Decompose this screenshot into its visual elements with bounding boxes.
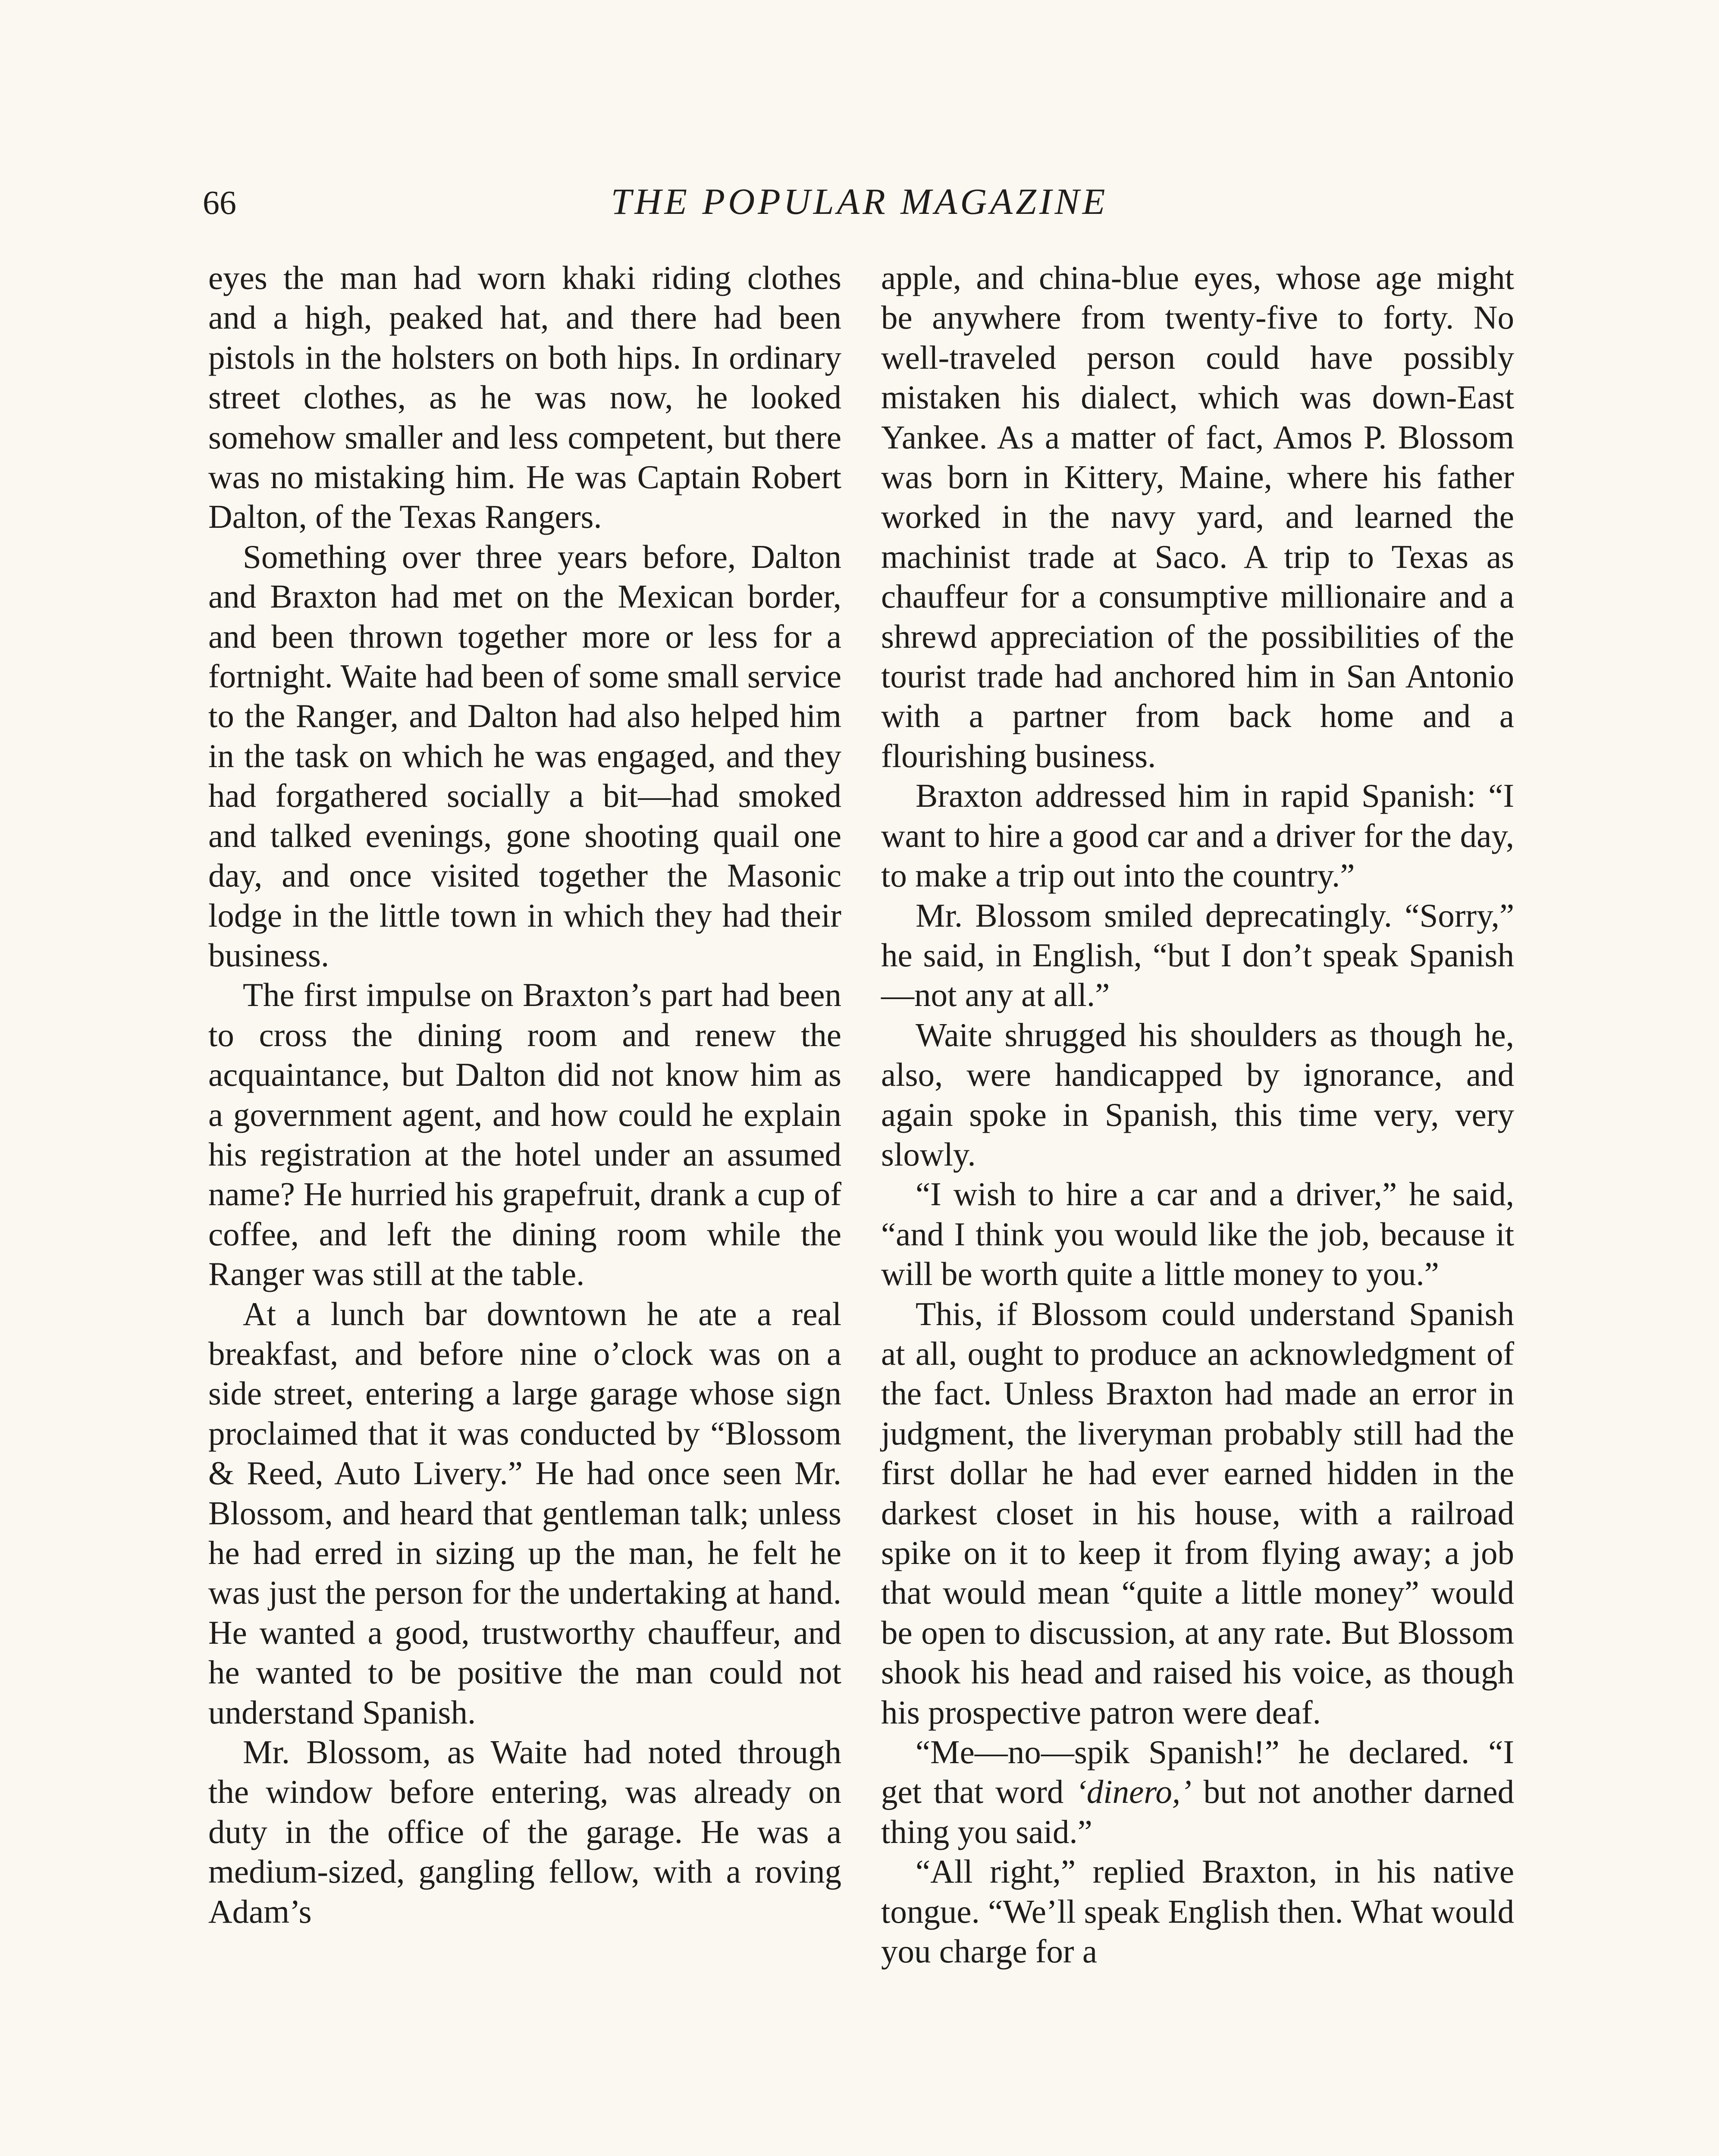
page-header	[0, 0, 1719, 241]
paragraph: “I wish to hire a car and a driver,” he said, “and I think you would like the job, because it will be worth quite a little money to you.”	[881, 1175, 1514, 1293]
paragraph: This, if Blossom could understand Spanish at all, ought to produce an acknowledgment of the fact. Unless Braxton had made an error in judgment, the liveryman probably still had the first dollar he had ever earned hidden in the darkest closet in his house, with a railroad spike on it to keep it from flying away; a job that would mean “quite a little money” would be open to discussion, at any rate. But Blossom shook his head and raised his voice, as though his prospective patron were deaf.	[881, 1295, 1514, 1731]
paragraph: Braxton addressed him in rapid Spanish: “I want to hire a good car and a driver for the day, to make a trip out into the country.”	[881, 777, 1514, 894]
running-head: THE POPULAR MAGAZINE	[611, 181, 1108, 222]
paragraph: Mr. Blossom, as Waite had noted through the window before entering, was already on duty in the office of the garage. He was a medium-sized, gangling fellow, with a roving Adam’s	[208, 1733, 841, 1930]
right-column	[881, 258, 1514, 1971]
paragraph-text: but not another darned thing you said.”	[881, 1773, 1515, 1850]
paragraph: The first impulse on Braxton’s part had been to cross the dining room and renew the acquaintance, but Dalton did not know him as a government agent, and how could he explain his registration at the hotel under an assumed name? He hurried his grapefruit, drank a cup of coffee, and left the dining room while the Ranger was still at the table.	[208, 976, 841, 1293]
left-column	[208, 258, 841, 1931]
paragraph-text: “Me—no—spik Spanish!” he declared. “I get that word	[881, 1733, 1514, 1811]
paragraph: At a lunch bar downtown he ate a real breakfast, and before nine o’clock was on a side street, entering a large garage whose sign proclaimed that it was conducted by “Blossom & Reed, Auto Livery.” He had once seen Mr. Blossom, and heard that gentleman talk; unless he had erred in sizing up the man, he felt he was just the person for the undertaking at hand. He wanted a good, trustworthy chauffeur, and he wanted to be positive the man could not understand Spanish.	[208, 1295, 841, 1731]
paragraph: apple, and china-blue eyes, whose age might be anywhere from twenty-five to forty. No well-traveled person could have possibly mistaken his dialect, which was down-East Yankee. As a matter of fact, Amos P. Blossom was born in Kittery, Maine, where his father worked in the navy yard, and learned the machinist trade at Saco. A trip to Texas as chauffeur for a consumptive millionaire and a shrewd appreciation of the possibilities of the tourist trade had anchored him in San Antonio with a partner from back home and a flourishing business.	[881, 259, 1514, 774]
paragraph: Waite shrugged his shoulders as though he, also, were handicapped by ignorance, and again spoke in Spanish, this time very, very slowly.	[881, 1016, 1514, 1173]
paragraph	[881, 1732, 1514, 1852]
paragraph: Something over three years before, Dalton and Braxton had met on the Mexican border, and been thrown together more or less for a fortnight. Waite had been of some small service to the Ranger, and Dalton had also helped him in the task on which he was engaged, and they had forgathered socially a bit—had smoked and talked evenings, gone shooting quail one day, and once visited together the Masonic lodge in the little town in which they had their business.	[208, 538, 841, 974]
italic-word: ‘dinero,’	[1076, 1773, 1192, 1811]
paragraph: “All right,” replied Braxton, in his native tongue. “We’ll speak English then. What would you charge for a	[881, 1853, 1514, 1970]
page-number: 66	[203, 184, 236, 221]
paragraph: Mr. Blossom smiled deprecatingly. “Sorry,” he said, in English, “but I don’t speak Spanish—not any at all.”	[881, 896, 1514, 1014]
paragraph: eyes the man had worn khaki riding clothes and a high, peaked hat, and there had been pistols in the holsters on both hips. In ordinary street clothes, as he was now, he looked somehow smaller and less competent, but there was no mistaking him. He was Captain Robert Dalton, of the Texas Rangers.	[208, 259, 841, 536]
